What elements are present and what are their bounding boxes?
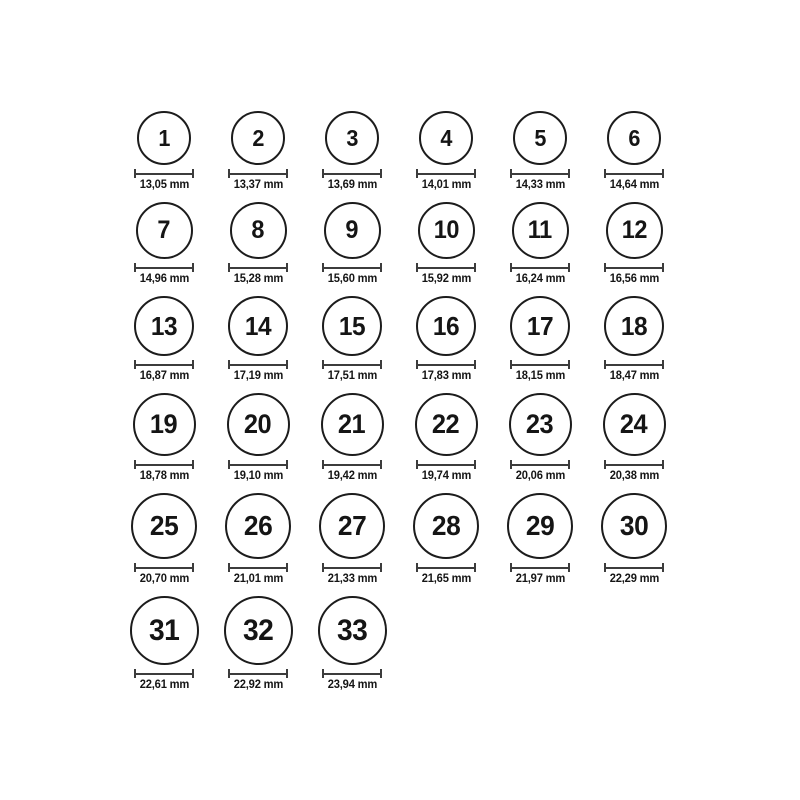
ring-circle xyxy=(225,493,291,559)
ring-size-number: 20 xyxy=(244,409,272,439)
ring-row xyxy=(117,111,683,191)
ring-circle xyxy=(325,111,379,165)
diameter-label: 14,64 mm xyxy=(609,179,659,191)
ring-circle xyxy=(137,111,191,165)
ring-row xyxy=(117,202,683,285)
ring-size-number: 9 xyxy=(345,216,359,244)
ring-size-cell xyxy=(228,202,288,285)
diameter-label: 23,94 mm xyxy=(327,679,377,691)
diameter-label: 14,01 mm xyxy=(421,179,471,191)
ring-size-number: 25 xyxy=(149,510,179,541)
ring-circle xyxy=(509,393,572,456)
ring-row xyxy=(117,596,683,691)
ring-size-number: 30 xyxy=(619,510,649,541)
diameter-label: 21,33 mm xyxy=(327,573,377,585)
ring-size-number: 24 xyxy=(620,409,648,439)
ring-size-cell xyxy=(510,202,570,285)
ring-circle xyxy=(606,202,663,259)
ring-circle xyxy=(228,296,288,356)
diameter-measure-line xyxy=(510,263,570,272)
ring-size-number: 22 xyxy=(432,409,460,439)
diameter-measure-line xyxy=(322,360,382,369)
diameter-label: 19,42 mm xyxy=(327,470,377,482)
ring-size-number: 13 xyxy=(150,311,178,341)
diameter-label: 16,87 mm xyxy=(139,370,189,382)
diameter-measure-line xyxy=(604,563,664,572)
ring-circle xyxy=(230,202,287,259)
diameter-measure-line xyxy=(510,360,570,369)
ring-size-number: 8 xyxy=(251,216,265,244)
ring-size-cell xyxy=(134,111,194,191)
diameter-measure-line xyxy=(416,169,476,178)
diameter-label: 13,37 mm xyxy=(233,179,283,191)
diameter-label: 16,56 mm xyxy=(609,273,659,285)
diameter-measure-line xyxy=(416,360,476,369)
diameter-label: 17,51 mm xyxy=(327,370,377,382)
ring-size-number: 7 xyxy=(157,216,171,244)
diameter-measure-line xyxy=(228,563,288,572)
ring-circle xyxy=(133,393,196,456)
diameter-label: 16,24 mm xyxy=(515,273,565,285)
ring-circle xyxy=(507,493,573,559)
diameter-measure-line xyxy=(416,563,476,572)
diameter-label: 18,47 mm xyxy=(609,370,659,382)
diameter-label: 22,61 mm xyxy=(139,679,189,691)
ring-size-cell xyxy=(604,202,664,285)
ring-size-cell xyxy=(604,111,664,191)
ring-size-number: 12 xyxy=(621,216,647,244)
ring-size-number: 21 xyxy=(338,409,366,439)
ring-size-cell xyxy=(228,111,288,191)
ring-size-number: 2 xyxy=(252,124,264,151)
diameter-measure-line xyxy=(228,263,288,272)
ring-size-cell xyxy=(228,296,288,382)
ring-size-chart xyxy=(117,0,683,691)
ring-circle xyxy=(510,296,570,356)
diameter-label: 21,97 mm xyxy=(515,573,565,585)
ring-size-number: 1 xyxy=(158,124,170,151)
ring-size-cell xyxy=(131,493,197,585)
ring-circle xyxy=(607,111,661,165)
diameter-measure-line xyxy=(134,360,194,369)
ring-size-cell xyxy=(130,596,199,691)
ring-circle xyxy=(136,202,193,259)
diameter-measure-line xyxy=(322,563,382,572)
diameter-label: 20,38 mm xyxy=(609,470,659,482)
ring-size-number: 14 xyxy=(244,311,272,341)
ring-size-cell xyxy=(507,493,573,585)
diameter-label: 21,65 mm xyxy=(421,573,471,585)
ring-row xyxy=(117,493,683,585)
ring-size-cell xyxy=(510,296,570,382)
diameter-measure-line xyxy=(510,563,570,572)
ring-size-number: 6 xyxy=(628,124,640,151)
ring-size-cell xyxy=(416,296,476,382)
ring-size-cell xyxy=(604,296,664,382)
diameter-measure-line xyxy=(134,169,194,178)
diameter-label: 18,78 mm xyxy=(139,470,189,482)
diameter-measure-line xyxy=(322,263,382,272)
ring-size-number: 4 xyxy=(440,124,452,151)
diameter-measure-line xyxy=(604,169,664,178)
diameter-label: 15,28 mm xyxy=(233,273,283,285)
ring-size-cell xyxy=(322,202,382,285)
ring-circle xyxy=(418,202,475,259)
diameter-measure-line xyxy=(322,169,382,178)
ring-size-cell xyxy=(134,202,194,285)
ring-size-number: 18 xyxy=(620,311,648,341)
ring-size-number: 15 xyxy=(338,311,366,341)
ring-circle xyxy=(227,393,290,456)
ring-size-cell xyxy=(601,493,667,585)
ring-size-number: 32 xyxy=(242,613,274,647)
ring-size-cell xyxy=(133,393,196,482)
ring-circle xyxy=(319,493,385,559)
diameter-label: 18,15 mm xyxy=(515,370,565,382)
diameter-measure-line xyxy=(134,563,194,572)
ring-circle xyxy=(419,111,473,165)
diameter-measure-line xyxy=(604,360,664,369)
diameter-measure-line xyxy=(228,669,288,678)
diameter-measure-line xyxy=(604,263,664,272)
diameter-measure-line xyxy=(228,460,288,469)
diameter-label: 15,60 mm xyxy=(327,273,377,285)
ring-size-number: 5 xyxy=(534,124,546,151)
diameter-label: 20,06 mm xyxy=(515,470,565,482)
ring-size-cell xyxy=(603,393,666,482)
ring-size-cell xyxy=(413,493,479,585)
diameter-label: 17,83 mm xyxy=(421,370,471,382)
ring-size-cell xyxy=(509,393,572,482)
diameter-label: 20,70 mm xyxy=(139,573,189,585)
diameter-label: 14,33 mm xyxy=(515,179,565,191)
diameter-measure-line xyxy=(134,460,194,469)
ring-circle xyxy=(231,111,285,165)
diameter-measure-line xyxy=(134,669,194,678)
ring-circle xyxy=(224,596,293,665)
ring-size-number: 31 xyxy=(148,613,180,647)
ring-size-cell xyxy=(322,111,382,191)
ring-size-number: 17 xyxy=(526,311,554,341)
ring-size-number: 19 xyxy=(150,409,178,439)
diameter-label: 19,10 mm xyxy=(233,470,283,482)
diameter-measure-line xyxy=(510,169,570,178)
ring-size-number: 26 xyxy=(243,510,273,541)
diameter-label: 21,01 mm xyxy=(233,573,283,585)
diameter-measure-line xyxy=(228,360,288,369)
ring-circle xyxy=(322,296,382,356)
ring-circle xyxy=(318,596,387,665)
diameter-measure-line xyxy=(322,669,382,678)
ring-circle xyxy=(130,596,199,665)
ring-circle xyxy=(416,296,476,356)
ring-size-number: 33 xyxy=(336,613,368,647)
ring-row xyxy=(117,296,683,382)
ring-size-number: 16 xyxy=(432,311,460,341)
ring-size-cell xyxy=(322,296,382,382)
ring-circle xyxy=(131,493,197,559)
ring-size-number: 28 xyxy=(431,510,461,541)
ring-size-cell xyxy=(319,493,385,585)
diameter-measure-line xyxy=(134,263,194,272)
ring-row xyxy=(117,393,683,482)
ring-circle xyxy=(413,493,479,559)
diameter-label: 13,05 mm xyxy=(139,179,189,191)
ring-circle xyxy=(512,202,569,259)
ring-size-cell xyxy=(416,111,476,191)
ring-size-number: 10 xyxy=(433,216,459,244)
diameter-label: 17,19 mm xyxy=(233,370,283,382)
diameter-measure-line xyxy=(322,460,382,469)
ring-size-cell xyxy=(321,393,384,482)
ring-size-cell xyxy=(225,493,291,585)
diameter-measure-line xyxy=(604,460,664,469)
ring-circle xyxy=(321,393,384,456)
ring-circle xyxy=(601,493,667,559)
diameter-label: 15,92 mm xyxy=(421,273,471,285)
ring-circle xyxy=(604,296,664,356)
ring-size-number: 3 xyxy=(346,124,358,151)
diameter-label: 22,29 mm xyxy=(609,573,659,585)
ring-size-cell xyxy=(510,111,570,191)
ring-size-cell xyxy=(134,296,194,382)
ring-size-cell xyxy=(224,596,293,691)
diameter-label: 19,74 mm xyxy=(421,470,471,482)
ring-size-number: 11 xyxy=(528,216,552,244)
ring-size-number: 29 xyxy=(525,510,555,541)
ring-size-cell xyxy=(415,393,478,482)
ring-circle xyxy=(324,202,381,259)
ring-circle xyxy=(134,296,194,356)
ring-circle xyxy=(415,393,478,456)
ring-size-number: 27 xyxy=(337,510,367,541)
ring-size-cell xyxy=(416,202,476,285)
diameter-label: 14,96 mm xyxy=(139,273,189,285)
ring-size-number: 23 xyxy=(526,409,554,439)
ring-size-cell xyxy=(318,596,387,691)
diameter-label: 13,69 mm xyxy=(327,179,377,191)
diameter-measure-line xyxy=(228,169,288,178)
diameter-measure-line xyxy=(510,460,570,469)
ring-circle xyxy=(603,393,666,456)
diameter-measure-line xyxy=(416,460,476,469)
diameter-measure-line xyxy=(416,263,476,272)
ring-circle xyxy=(513,111,567,165)
diameter-label: 22,92 mm xyxy=(233,679,283,691)
ring-size-cell xyxy=(227,393,290,482)
